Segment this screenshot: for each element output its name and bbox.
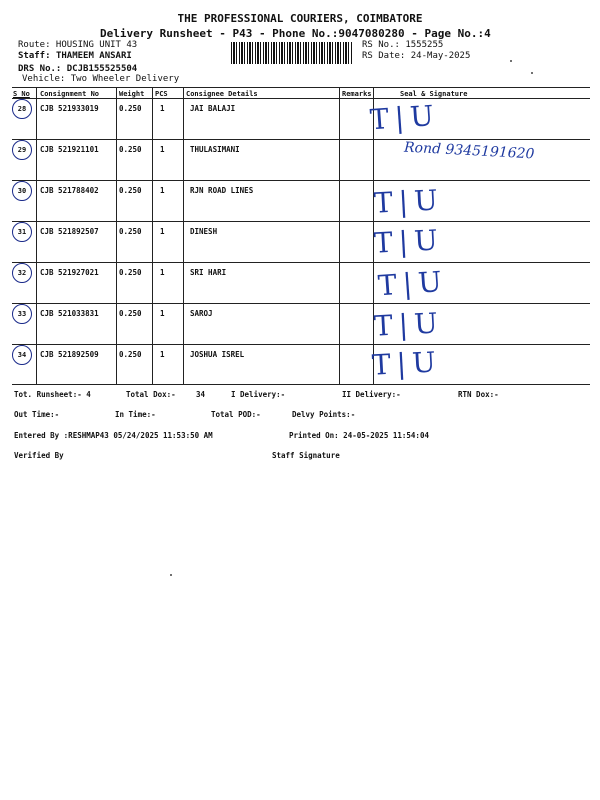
pcs-value: 1 (160, 104, 165, 113)
col-header-consignee: Consignee Details (186, 90, 258, 98)
sno-circle: 30 (12, 181, 32, 201)
weight-value: 0.250 (119, 268, 142, 277)
table-border (152, 87, 153, 385)
staff-name: THAMEEM ANSARI (55, 51, 132, 61)
handwritten-signature: T|U (373, 223, 445, 260)
col-header-sno: S No (13, 90, 30, 98)
consignee-name: THULASIMANI (190, 145, 240, 154)
rs-number: RS No.: 1555255 (362, 40, 444, 50)
consignee-name: RJN ROAD LINES (190, 186, 254, 195)
table-border (12, 87, 590, 88)
i-delivery-label: I Delivery:- (231, 390, 286, 399)
pcs-value: 1 (160, 309, 165, 318)
consignee-name: JOSHUA ISREL (190, 350, 245, 359)
consignment-number: CJB 521892509 (40, 350, 99, 359)
handwritten-signature: T|U (376, 264, 449, 303)
staff-signature-label: Staff Signature (272, 451, 340, 460)
sno-circle: 34 (12, 345, 32, 365)
table-border (12, 303, 590, 304)
pcs-value: 1 (160, 350, 165, 359)
handwritten-signature: T|U (373, 306, 445, 343)
weight-value: 0.250 (119, 309, 142, 318)
scan-speck (531, 72, 533, 74)
sno-circle: 28 (12, 99, 32, 119)
handwritten-signature: Rond 9345191620 (403, 139, 535, 163)
weight-value: 0.250 (119, 350, 142, 359)
company-title: THE PROFESSIONAL COURIERS, COIMBATORE (177, 12, 423, 25)
handwritten-signature: T|U (371, 345, 443, 382)
consignment-number: CJB 521933019 (40, 104, 99, 113)
sno-circle: 32 (12, 263, 32, 283)
rs-date: RS Date: 24-May-2025 (362, 51, 471, 61)
table-border (183, 87, 184, 385)
table-border (116, 87, 117, 385)
consignment-number: CJB 521921101 (40, 145, 99, 154)
staff-label: Staff: (18, 51, 51, 61)
weight-value: 0.250 (119, 145, 142, 154)
consignment-number: CJB 521927021 (40, 268, 99, 277)
out-time-label: Out Time:- (14, 410, 60, 419)
runsheet-subtitle: Delivery Runsheet - P43 - Phone No.:9047080280 - Page No.:4 (100, 27, 491, 40)
table-border (12, 344, 590, 345)
pcs-value: 1 (160, 227, 165, 236)
ii-delivery-label: II Delivery:- (342, 390, 401, 399)
consignment-number: CJB 521033831 (40, 309, 99, 318)
table-border (12, 221, 590, 222)
table-border (36, 87, 37, 385)
table-border (12, 98, 590, 99)
pcs-value: 1 (160, 268, 165, 277)
total-dox-value: 34 (196, 390, 206, 399)
consignment-number: CJB 521788402 (40, 186, 99, 195)
sno-circle: 33 (12, 304, 32, 324)
printed-on: Printed On: 24-05-2025 11:54:04 (289, 431, 429, 440)
scan-speck (510, 60, 512, 62)
handwritten-signature: T|U (368, 98, 441, 137)
table-border (12, 180, 590, 181)
entered-by: Entered By :RESHMAP43 05/24/2025 11:53:50 AM (14, 431, 213, 440)
consignee-name: JAI BALAJI (190, 104, 236, 113)
weight-value: 0.250 (119, 104, 142, 113)
weight-value: 0.250 (119, 186, 142, 195)
total-pod-label: Total POD:- (211, 410, 261, 419)
handwritten-signature: T|U (373, 183, 445, 220)
table-border (339, 87, 340, 385)
delivery-table (12, 87, 590, 385)
col-header-pcs: PCS (155, 90, 168, 98)
weight-value: 0.250 (119, 227, 142, 236)
scan-speck (170, 574, 172, 576)
route-label: Route: HOUSING UNIT 43 (18, 40, 138, 50)
rtn-dox-label: RTN Dox:- (458, 390, 499, 399)
tot-runsheet: Tot. Runsheet:- 4 (14, 390, 91, 399)
sno-circle: 29 (12, 140, 32, 160)
consignee-name: SRI HARI (190, 268, 227, 277)
total-dox-label: Total Dox:- (126, 390, 176, 399)
col-header-remarks: Remarks (342, 90, 372, 98)
table-border (12, 139, 590, 140)
consignee-name: DINESH (190, 227, 218, 236)
pcs-value: 1 (160, 186, 165, 195)
col-header-weight: Weight (119, 90, 145, 98)
vehicle-label: Vehicle: Two Wheeler Delivery (22, 74, 180, 84)
consignee-name: SAROJ (190, 309, 213, 318)
table-border (12, 384, 590, 385)
sno-circle: 31 (12, 222, 32, 242)
verified-by-label: Verified By (14, 451, 64, 460)
col-header-consignment: Consignment No (40, 90, 100, 98)
table-border (12, 262, 590, 263)
consignment-number: CJB 521892507 (40, 227, 99, 236)
in-time-label: In Time:- (115, 410, 156, 419)
pcs-value: 1 (160, 145, 165, 154)
delvy-points-label: Delvy Points:- (292, 410, 356, 419)
drs-number: DRS No.: DCJB155525504 (18, 64, 138, 74)
staff-row (18, 51, 132, 61)
col-header-signature: Seal & Signature (400, 90, 468, 98)
barcode-image (231, 42, 353, 64)
